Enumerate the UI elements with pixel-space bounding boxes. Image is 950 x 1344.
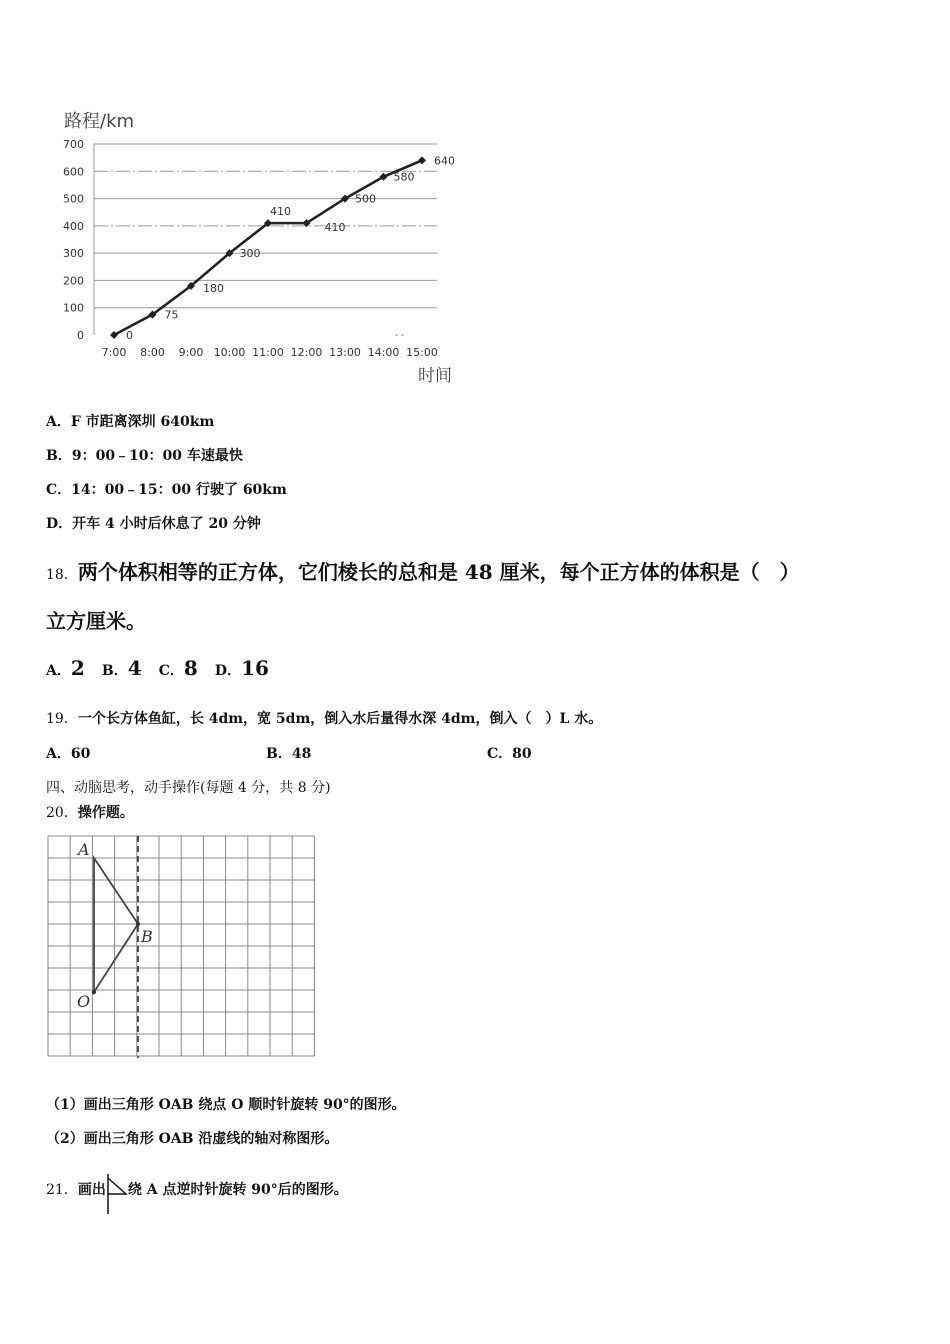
section-4-title: 四、动脑思考，动手操作(每题 4 分，共 8 分) <box>46 780 331 796</box>
data-point-marker <box>418 156 426 164</box>
data-label: 410 <box>324 221 346 235</box>
data-label: 640 <box>434 154 455 168</box>
distance-series-line <box>114 160 422 335</box>
x-axis-title: 时间 <box>418 366 452 386</box>
data-label: 180 <box>203 281 224 295</box>
y-tick-label: 500 <box>63 192 84 206</box>
x-tick-label: 11:00 <box>252 346 284 359</box>
label-a: A <box>78 840 90 859</box>
data-label: 410 <box>270 205 291 219</box>
label-b: B <box>141 927 153 946</box>
q18-option-b-letter: B． <box>101 663 128 679</box>
data-label: 75 <box>164 308 179 322</box>
q19-stem: 一个长方体鱼缸，长 4dm，宽 5dm，倒入水后量得水深 4dm，倒入（ ）L 水。 <box>77 711 603 727</box>
point-o-dot <box>92 990 96 994</box>
x-tick-label: 15:00 <box>406 346 438 359</box>
data-label: 0 <box>126 329 133 342</box>
q18-option-c-letter: C． <box>158 663 184 679</box>
q20-sub2: （2）画出三角形 OAB 沿虚线的轴对称图形。 <box>46 1131 339 1147</box>
q18-option-a-value: 2 <box>70 656 85 680</box>
flag-shape-icon <box>106 1174 128 1214</box>
q19-option-b: B．48 <box>266 746 312 762</box>
q18-stem-line2: 立方厘米。 <box>46 609 146 633</box>
q19-option-a: A．60 <box>46 746 91 762</box>
q18-option-c-value: 8 <box>183 656 198 680</box>
q21-question <box>46 1174 348 1214</box>
q20-sub1: （1）画出三角形 OAB 绕点 O 顺时针旋转 90°的图形。 <box>46 1097 406 1113</box>
q18-option-d-letter: D． <box>214 663 242 679</box>
q18-stem-line1: 两个体积相等的正方体，它们棱长的总和是 48 厘米，每个正方体的体积是（ ） <box>77 560 800 584</box>
x-tick-label: 7:00 <box>101 346 127 359</box>
x-tick-label: 12:00 <box>290 346 323 359</box>
q17-option-d: D．开车 4 小时后休息了 20 分钟 <box>46 516 261 532</box>
q18-question <box>46 556 800 585</box>
q18-option-b-value: 4 <box>127 656 142 680</box>
x-tick-label: 8:00 <box>140 346 165 359</box>
q18-option-d-value: 16 <box>241 656 269 680</box>
y-tick-label: 400 <box>63 219 84 233</box>
q17-option-a: A．F 市距离深圳 640km <box>46 414 215 430</box>
q20-number: 20． <box>46 805 78 821</box>
q18-number: 18． <box>46 567 78 583</box>
q19-question <box>46 708 602 728</box>
q19-option-c: C．80 <box>487 746 532 762</box>
x-tick-label: 14:00 <box>367 346 400 359</box>
y-tick-label: 300 <box>63 247 84 261</box>
q19-number: 19． <box>46 711 78 727</box>
q17-option-c: C．14：00﹣15：00 行驶了 60km <box>46 482 287 498</box>
y-axis-title: 路程/km <box>64 111 135 132</box>
label-o: O <box>77 992 91 1011</box>
point-b-dot <box>136 922 140 926</box>
q18-options <box>46 656 269 680</box>
y-tick-label: 0 <box>77 329 84 342</box>
data-label: 580 <box>393 170 415 184</box>
x-tick-label: 10:00 <box>213 346 246 359</box>
q17-option-b: B．9：00﹣10：00 车速最快 <box>46 448 243 464</box>
x-tick-label: 13:00 <box>329 346 361 359</box>
q21-pre: 画出 <box>77 1182 106 1198</box>
y-tick-label: 100 <box>63 301 84 315</box>
triangle-oab <box>94 858 138 992</box>
data-label: 500 <box>355 192 376 206</box>
y-tick-label: 200 <box>63 274 84 288</box>
q21-number: 21． <box>46 1182 78 1198</box>
q20-stem: 操作题。 <box>77 805 134 821</box>
x-tick-label: 9:00 <box>178 346 204 359</box>
data-label: 300 <box>239 247 261 261</box>
q21-post: 绕 A 点逆时针旋转 90°后的图形。 <box>127 1182 348 1198</box>
y-tick-label: 700 <box>63 138 84 151</box>
q20-question <box>46 802 134 822</box>
y-tick-label: 600 <box>63 165 84 179</box>
q20-grid-figure <box>44 834 324 1062</box>
q18-option-a-letter: A． <box>46 663 71 679</box>
distance-time-line-chart <box>40 100 480 395</box>
